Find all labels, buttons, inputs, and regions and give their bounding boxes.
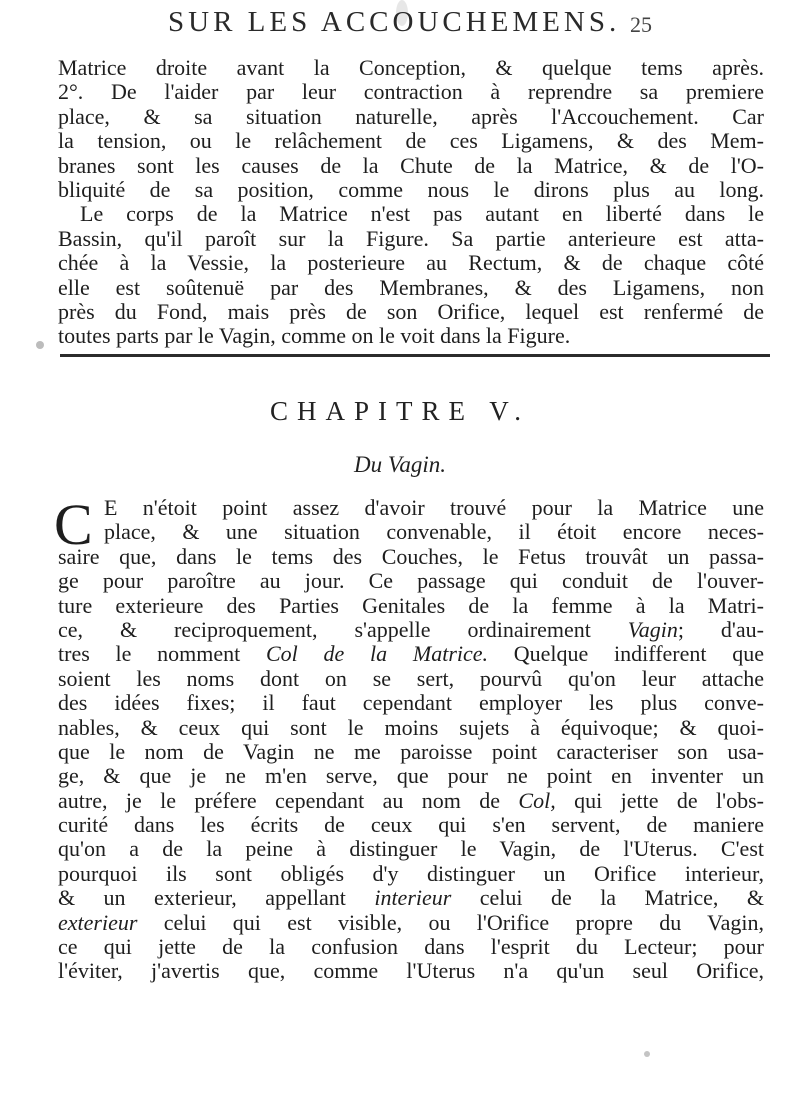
chapter-heading: CHAPITRE V. xyxy=(269,396,531,426)
chapter-subtitle: Du Vagin. xyxy=(354,452,446,477)
text-line xyxy=(58,642,764,666)
paper-stain xyxy=(644,1051,650,1057)
running-head xyxy=(168,6,788,54)
text-line xyxy=(58,959,764,983)
text-segment: & un exterieur, appellant xyxy=(58,885,375,911)
text-line xyxy=(58,691,764,715)
text-segment: ce, & reciproquement, s'appelle ordinairement xyxy=(58,616,628,642)
running-title: SUR LES ACCOUCHEMENS. xyxy=(168,6,621,38)
text-line: chée à la Vessie, la posterieure au Rectum, & de chaque côté xyxy=(58,250,764,276)
italic-term: exterieur xyxy=(58,909,138,935)
text-line xyxy=(58,569,764,593)
text-segment: des idées fixes; il faut cependant employer les plus conve- xyxy=(58,690,764,716)
text-segment: l'éviter, j'avertis que, comme l'Uterus n'a qu'un seul Orifice, xyxy=(58,958,764,984)
text-line xyxy=(58,716,764,740)
text-line xyxy=(58,837,764,861)
text-line xyxy=(104,520,764,544)
text-line xyxy=(58,862,764,886)
text-segment: place, & une situation convenable, il étoit encore neces- xyxy=(104,519,764,545)
text-line xyxy=(58,618,764,642)
text-line xyxy=(58,667,764,691)
text-line xyxy=(58,911,764,935)
text-line: 2°. De l'aider par leur contraction à reprendre sa premiere xyxy=(58,79,764,105)
text-segment: Quelque indifferent que xyxy=(488,641,765,667)
text-line xyxy=(58,594,764,618)
text-line: Matrice droite avant la Conception, & quelque tems après. xyxy=(58,55,764,80)
italic-term: Col de la Matrice. xyxy=(265,641,489,667)
text-segment: ce qui jette de la confusion dans l'esprit du Lecteur; pour xyxy=(58,934,764,960)
text-segment: tres le nomment xyxy=(58,641,266,667)
text-segment: celui qui est visible, ou l'Orifice propre du Vagin, xyxy=(137,909,764,935)
italic-term: Col, xyxy=(518,787,556,813)
text-segment: ge, & que je ne m'en serve, que pour ne point en inventer un xyxy=(58,763,764,789)
text-line: la tension, ou le relâchement de ces Ligamens, & des Mem- xyxy=(58,128,764,154)
text-segment: celui de la Matrice, & xyxy=(451,885,764,911)
text-line: près du Fond, mais près de son Orifice, lequel est renfermé de xyxy=(58,298,764,324)
text-line xyxy=(58,813,764,837)
page-number: 25 xyxy=(630,12,652,37)
text-segment: ture exterieure des Parties Genitales de la femme à la Matri- xyxy=(58,592,764,618)
text-line xyxy=(104,496,764,520)
text-segment: ; d'au- xyxy=(677,616,764,642)
text-segment: E n'étoit point assez d'avoir trouvé pour la Matrice une xyxy=(104,495,764,520)
text-segment: qu'on a de la peine à distinguer le Vagin, de l'Uterus. C'est xyxy=(58,836,764,862)
paper-stain xyxy=(36,341,44,349)
text-segment: nables, & ceux qui sont le moins sujets à équivoque; & quoi- xyxy=(58,714,764,740)
text-line xyxy=(58,935,764,959)
italic-term: Vagin xyxy=(627,616,678,642)
text-segment: que le nom de Vagin ne me paroisse point caracteriser son usa- xyxy=(58,738,764,764)
text-line: toutes parts par le Vagin, comme on le voit dans la Figure. xyxy=(58,323,571,349)
top-paragraph xyxy=(58,56,764,349)
section-divider xyxy=(60,354,770,357)
text-line xyxy=(58,789,764,813)
text-line xyxy=(58,545,764,569)
text-segment: saire que, dans le tems des Couches, le Fetus trouvât un passa- xyxy=(58,543,764,569)
text-segment: curité dans les écrits de ceux qui s'en servent, de maniere xyxy=(58,812,764,838)
text-line xyxy=(58,740,764,764)
text-line: place, & sa situation naturelle, après l'Accouchement. Car xyxy=(58,103,764,129)
text-segment: qui jette de l'obs- xyxy=(555,787,764,813)
text-line: elle est soûtenuë par des Membranes, & des Ligamens, non xyxy=(58,274,764,300)
text-segment: ge pour paroître au jour. Ce passage qui conduit de l'ouver- xyxy=(58,568,764,594)
text-line xyxy=(58,886,764,910)
text-line xyxy=(58,764,764,788)
italic-term: interieur xyxy=(374,885,452,911)
main-paragraph xyxy=(58,496,764,984)
text-line: Le corps de la Matrice n'est pas autant en liberté dans le xyxy=(80,201,764,227)
text-line: bliquité de sa position, comme nous le dirons plus au long. xyxy=(58,176,764,202)
text-line: branes sont les causes de la Chute de la Matrice, & de l'O- xyxy=(58,152,764,178)
text-segment: soient les noms dont on se sert, pourvû qu'on leur attache xyxy=(58,665,764,691)
drop-capital: C xyxy=(54,492,93,557)
text-line: Bassin, qu'il paroît sur la Figure. Sa partie anterieure est atta- xyxy=(58,225,764,251)
text-segment: pourquoi ils sont obligés d'y distinguer un Orifice interieur, xyxy=(58,860,764,886)
text-segment: autre, je le préfere cependant au nom de xyxy=(58,787,519,813)
